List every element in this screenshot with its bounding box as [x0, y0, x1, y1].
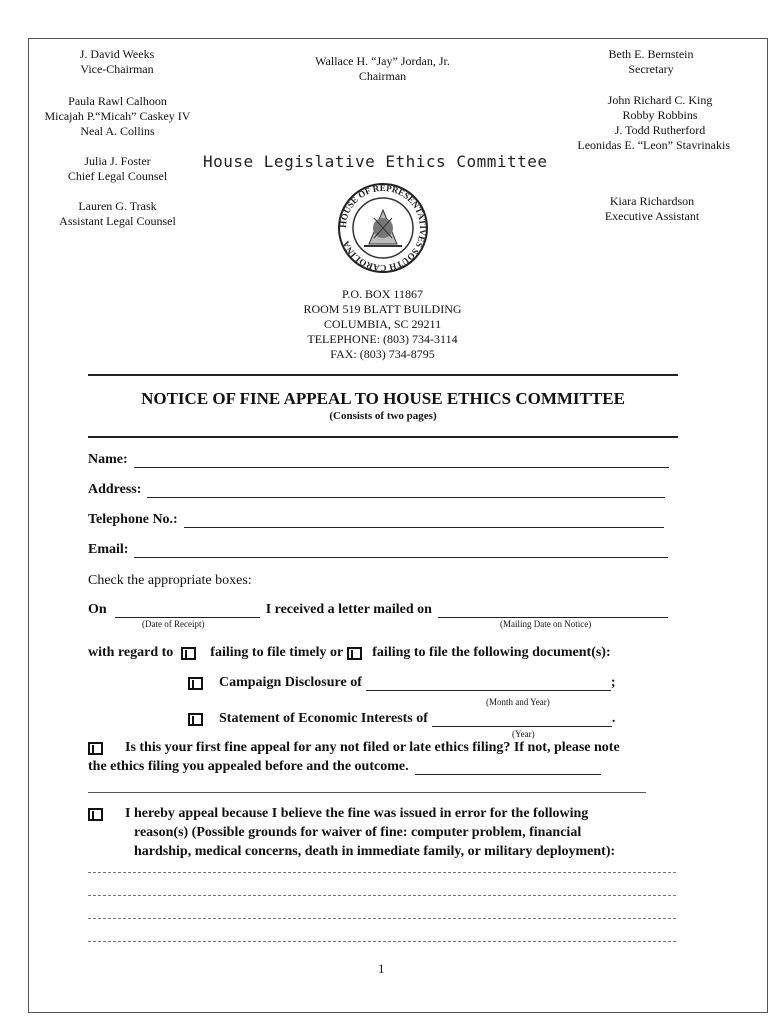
- seal-text: HOUSE OF REPRESENTATIVES SOUTH CAROLINA: [337, 182, 429, 274]
- on-label: On: [88, 602, 107, 617]
- right-members: [560, 93, 730, 153]
- telephone-field[interactable]: [184, 513, 664, 528]
- exec-asst-name: Kiara Richardson: [609, 194, 695, 208]
- appeal-reason-row: [88, 806, 588, 822]
- telephone-label: Telephone No.:: [88, 512, 178, 527]
- mailing-date-caption: (Mailing Date on Notice): [500, 619, 592, 629]
- first-appeal-line1: Is this your first fine appeal for any not filed or late ethics filing? If not, please note: [125, 740, 620, 755]
- asst-counsel-name: Lauren G. Trask: [78, 199, 157, 213]
- first-appeal-line2: the ethics filing you appealed before and the outcome.: [88, 759, 409, 774]
- email-label: Email:: [88, 542, 129, 557]
- previous-appeal-field[interactable]: [415, 760, 601, 775]
- reason-line[interactable]: [88, 941, 676, 942]
- committee-title: House Legislative Ethics Committee: [203, 152, 548, 171]
- check-instructions: Check the appropriate boxes:: [88, 573, 252, 588]
- email-field[interactable]: [134, 543, 668, 558]
- first-appeal-checkbox[interactable]: [88, 742, 103, 755]
- failing-docs-label: failing to file the following document(s):: [372, 645, 611, 660]
- vice-chair-block: [62, 47, 172, 77]
- statement-row: Statement of Economic Interests of .: [188, 711, 615, 727]
- previous-appeal-line[interactable]: [88, 792, 646, 793]
- page-number: 1: [378, 961, 385, 976]
- month-year-caption: (Month and Year): [486, 697, 550, 707]
- member-name: Micajah P.“Micah” Caskey IV: [44, 109, 191, 123]
- chief-counsel-name: Julia J. Foster: [84, 154, 151, 168]
- member-name: Leonidas E. “Leon” Stavrinakis: [577, 138, 730, 152]
- failing-timely-checkbox[interactable]: [181, 647, 196, 660]
- appeal-reason-line1: I hereby appeal because I believe the fine was issued in error for the following: [125, 806, 589, 821]
- received-letter-label: I received a letter mailed on: [265, 602, 432, 617]
- state-seal: [334, 182, 432, 279]
- po-box: P.O. BOX 11867: [342, 287, 423, 301]
- first-appeal-row: [88, 740, 620, 756]
- room: ROOM 519 BLATT BUILDING: [303, 302, 462, 316]
- email-row: [88, 542, 668, 558]
- address-field[interactable]: [147, 483, 665, 498]
- year-caption: (Year): [512, 729, 535, 739]
- regard-row: [88, 645, 611, 661]
- statement-economic-label: Statement of Economic Interests of: [219, 711, 428, 726]
- secretary-title: Secretary: [628, 62, 674, 76]
- mailing-date-field[interactable]: [438, 603, 668, 618]
- fax: FAX: (803) 734-8795: [330, 347, 435, 361]
- statement-economic-checkbox[interactable]: [188, 713, 203, 726]
- failing-docs-checkbox[interactable]: [347, 647, 362, 660]
- statement-year-field[interactable]: [432, 712, 612, 727]
- reason-line[interactable]: [88, 895, 676, 896]
- with-regard-label: with regard to: [88, 645, 174, 660]
- name-label: Name:: [88, 452, 128, 467]
- secretary-block: [596, 47, 706, 77]
- first-appeal-row2: [88, 759, 601, 775]
- city-state: COLUMBIA, SC 29211: [323, 317, 442, 331]
- date-receipt-caption: (Date of Receipt): [142, 619, 205, 629]
- name-row: [88, 452, 669, 468]
- member-name: Robby Robbins: [622, 108, 698, 122]
- campaign-month-year-field[interactable]: [366, 676, 611, 691]
- chief-counsel-block: [45, 154, 190, 184]
- asst-counsel-title: Assistant Legal Counsel: [59, 214, 176, 228]
- chair-name: Wallace H. “Jay” Jordan, Jr.: [315, 54, 450, 68]
- left-members: [30, 94, 205, 139]
- appeal-reason-line2: reason(s) (Possible grounds for waiver of fine: computer problem, financial: [134, 825, 582, 840]
- form-subtitle: (Consists of two pages): [329, 410, 437, 422]
- reason-line[interactable]: [88, 872, 676, 873]
- vice-chair-title: Vice-Chairman: [80, 62, 154, 76]
- campaign-disclosure-checkbox[interactable]: [188, 677, 203, 690]
- exec-asst-block: [592, 194, 712, 224]
- mailing-address: [270, 287, 495, 362]
- appeal-reason-checkbox[interactable]: [88, 808, 103, 821]
- vice-chair-name: J. David Weeks: [79, 47, 155, 61]
- address-label: Address:: [88, 482, 142, 497]
- member-name: John Richard C. King: [607, 93, 713, 107]
- member-name: J. Todd Rutherford: [614, 123, 706, 137]
- reason-line[interactable]: [88, 918, 676, 919]
- telephone: TELEPHONE: (803) 734-3114: [307, 332, 458, 346]
- receipt-row: [88, 602, 668, 618]
- chair-title: Chairman: [358, 69, 407, 83]
- failing-timely-label: failing to file timely or: [210, 645, 344, 660]
- name-field[interactable]: [134, 453, 669, 468]
- secretary-name: Beth E. Bernstein: [608, 47, 694, 61]
- form-title: NOTICE OF FINE APPEAL TO HOUSE ETHICS COMMITTEE: [141, 389, 625, 408]
- telephone-row: [88, 512, 664, 528]
- chair-block: [300, 54, 465, 84]
- campaign-row: Campaign Disclosure of ;: [188, 675, 616, 691]
- member-name: Neal A. Collins: [80, 124, 155, 138]
- appeal-reason-line3: hardship, medical concerns, death in immediate family, or military deployment):: [134, 844, 616, 859]
- divider: [88, 374, 678, 376]
- asst-counsel-block: [45, 199, 190, 229]
- exec-asst-title: Executive Assistant: [604, 209, 700, 223]
- address-row: [88, 482, 665, 498]
- member-name: Paula Rawl Calhoon: [68, 94, 167, 108]
- date-of-receipt-field[interactable]: [115, 603, 260, 618]
- campaign-disclosure-label: Campaign Disclosure of: [219, 675, 362, 690]
- chief-counsel-title: Chief Legal Counsel: [67, 169, 168, 183]
- divider: [88, 436, 678, 438]
